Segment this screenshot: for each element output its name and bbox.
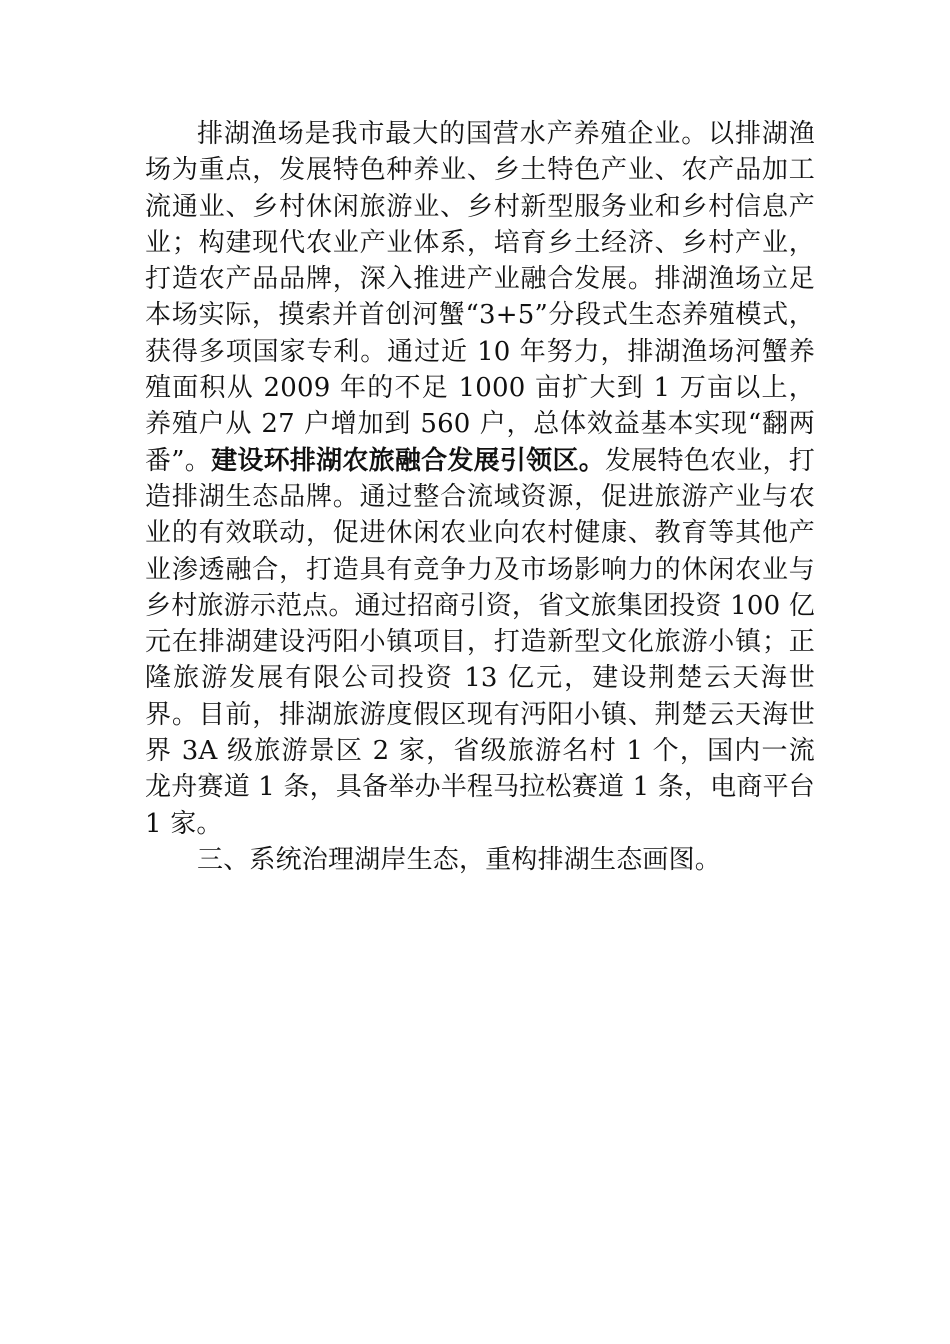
paragraph-heading-bold: 建设环排湖农旅融合发展引领区。 [211,445,605,476]
paragraph-fishery [145,116,815,842]
paragraph-fishery-text: 排湖渔场是我市最大的国营水产养殖企业。以排湖渔场为重点，发展特色种养业、乡土特色产业、农产品加工流通业、乡村休闲旅游业、乡村新型服务业和乡村信息产业；构建现代农业产业体系，培育乡土经济、乡村产业，打造农产品品牌，深入推进产业融合发展。排湖渔场立足本场实际，摸索并首创河蟹“3+5”分段式生态养殖模式，获得多项国家专利。通过近 10 年努力，排湖渔场河蟹养殖面积从 2009 年的不足 1000 亩扩大到 1 万亩以上，养殖户从 27 户增加到 560 户，总体效益基本实现“翻两番”。 [145,119,815,476]
paragraph-tourism-text: 发展特色农业，打造排湖生态品牌。通过整合流域资源，促进旅游产业与农业的有效联动，促进休闲农业向农村健康、教育等其他产业渗透融合，打造具有竞争力及市场影响力的休闲农业与乡村旅游示范点。通过招商引资，省文旅集团投资 100 亿元在排湖建设沔阳小镇项目，打造新型文化旅游小镇；正隆旅游发展有限公司投资 13 亿元，建设荆楚云天海世界。目前，排湖旅游度假区现有沔阳小镇、荆楚云天海世界 3A 级旅游景区 2 家，省级旅游名村 1 个，国内一流龙舟赛道 1 条，具备举办半程马拉松赛道 1 条，电商平台 1 家。 [145,445,815,839]
document-body [145,116,815,878]
section-heading-three-text: 三、系统治理湖岸生态，重构排湖生态画图。 [197,844,722,875]
section-heading-three [145,842,815,878]
